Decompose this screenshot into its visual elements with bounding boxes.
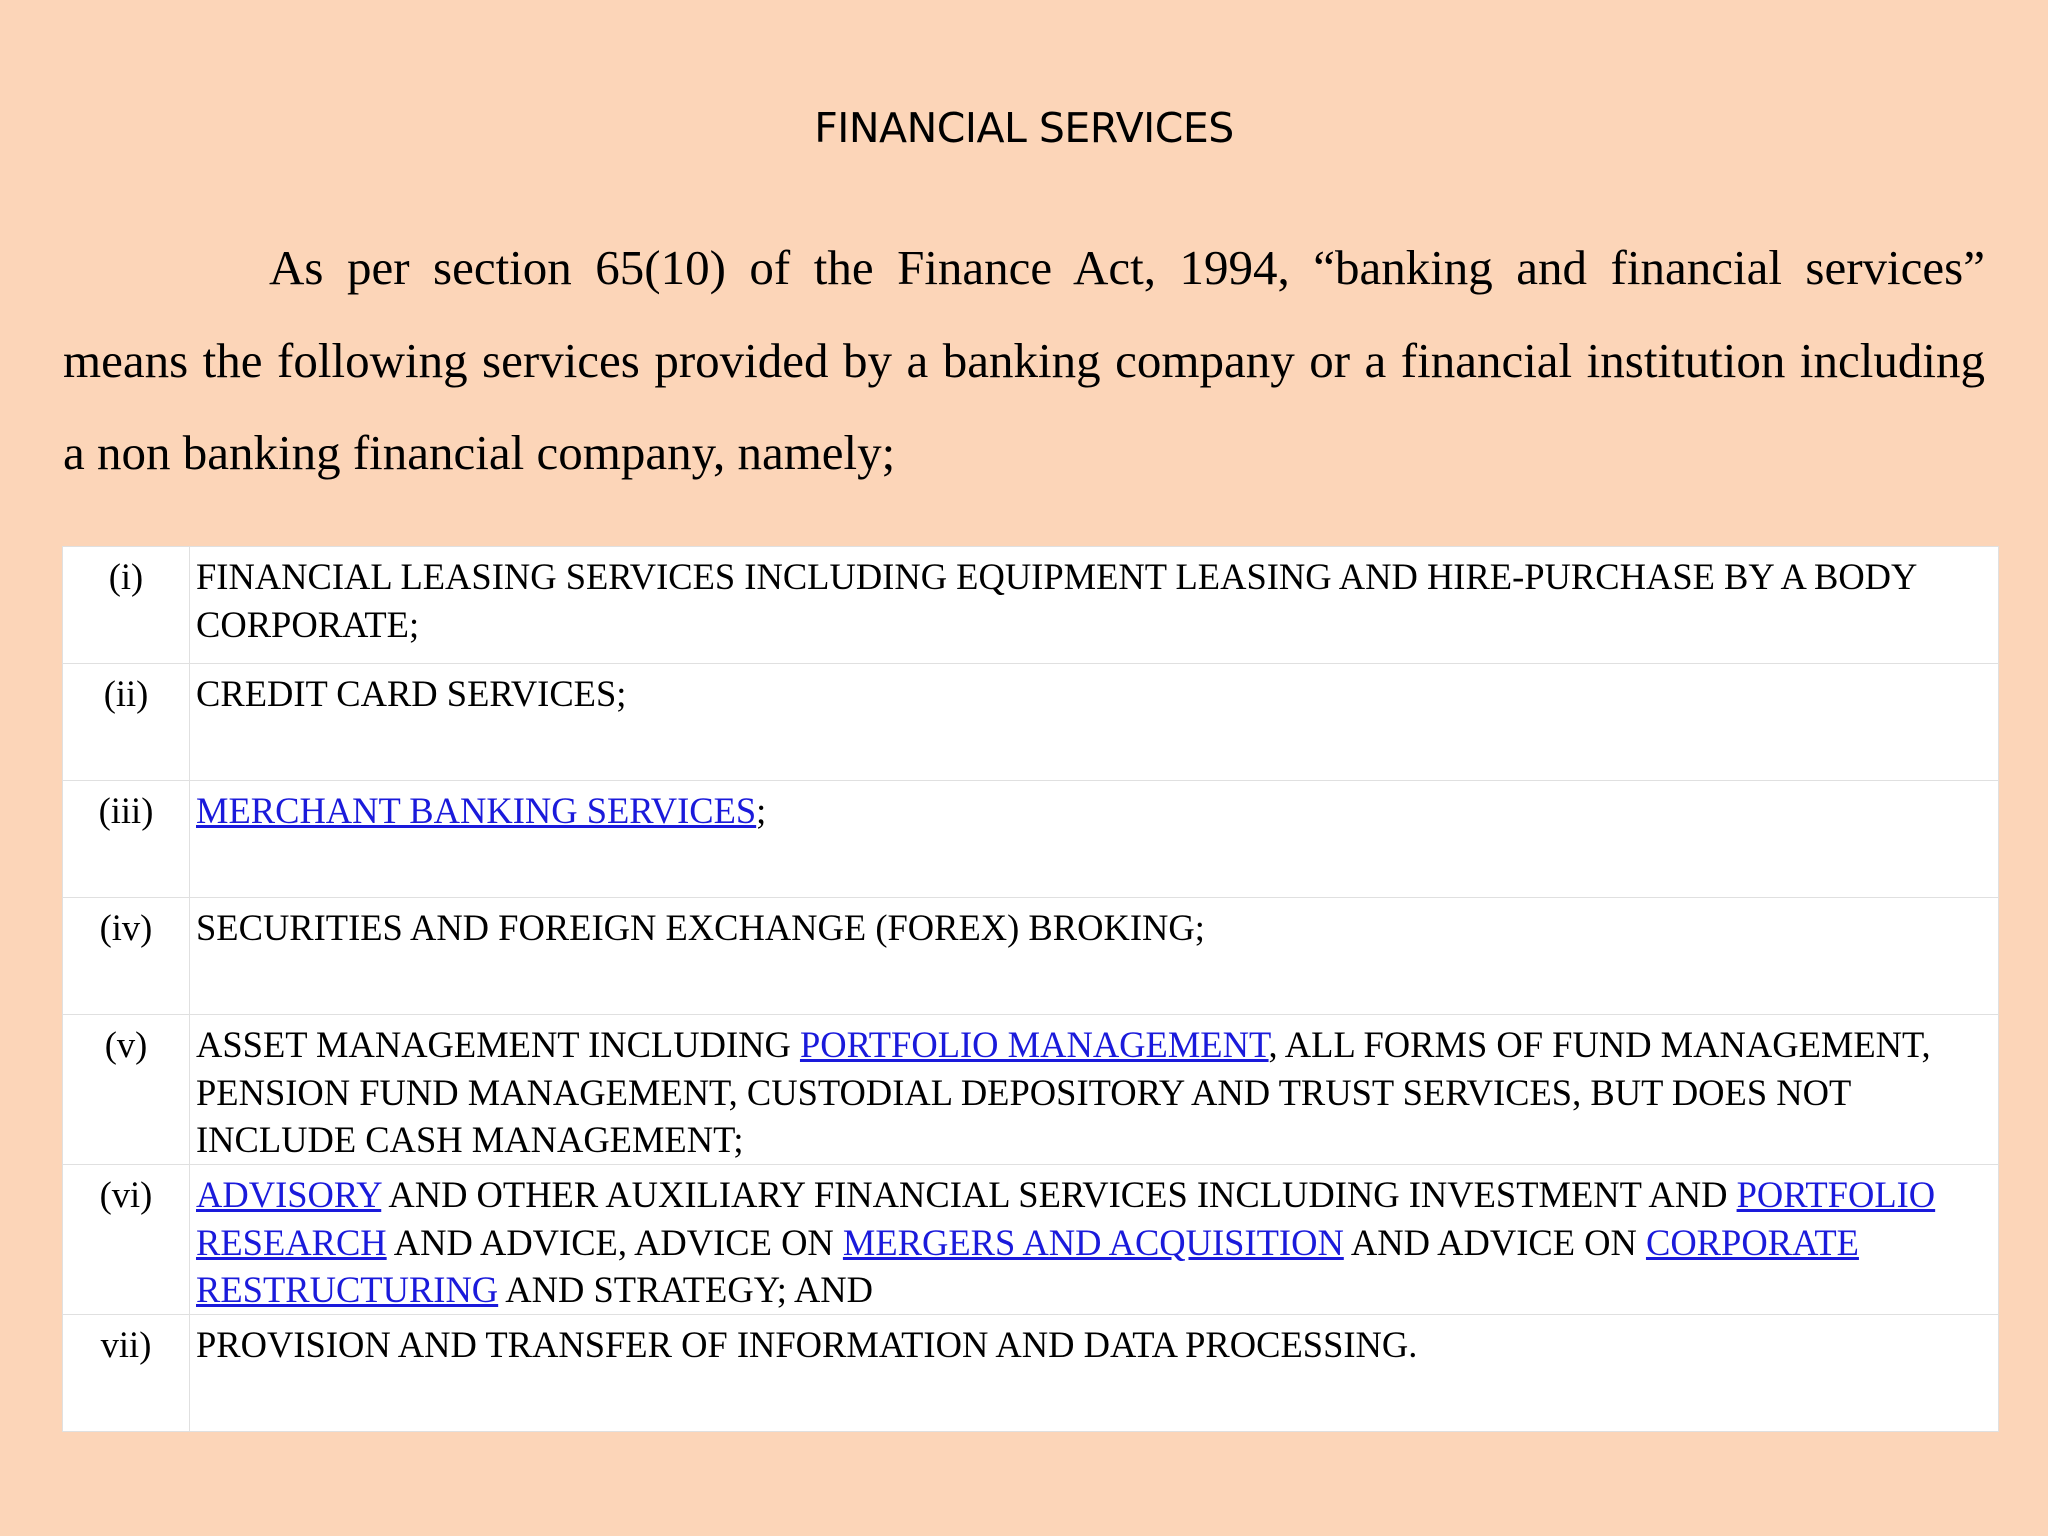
item-text: , ALL FORMS OF FUND MANAGEMENT, PENSION FUND MANAGEMENT, CUSTODIAL DEPOSITORY AND TRUST SERVICES, BUT DOES NOT INCLUDE CASH MANAGEMENT;: [196, 1024, 1931, 1160]
table-row: [63, 898, 1999, 1015]
item-number: (v): [63, 1015, 190, 1165]
intro-paragraph: As per section 65(10) of the Finance Act, 1994, “banking and financial services” means the following services provided by a banking company or a financial institution including a non banking financial company, namely;: [63, 240, 1985, 480]
table-row: [63, 1165, 1999, 1315]
item-text: CREDIT CARD SERVICES;: [196, 673, 627, 714]
item-text: FINANCIAL LEASING SERVICES INCLUDING EQUIPMENT LEASING AND HIRE-PURCHASE BY A BODY CORPORATE;: [196, 556, 1917, 645]
item-text: ;: [756, 790, 767, 831]
table-row: [63, 1315, 1999, 1432]
item-description: [190, 1165, 1999, 1315]
advisory-link[interactable]: ADVISORY: [196, 1174, 382, 1215]
item-description: [190, 1015, 1999, 1165]
item-number: (vi): [63, 1165, 190, 1315]
item-text: AND ADVICE, ADVICE ON: [386, 1221, 843, 1263]
item-description: [190, 898, 1999, 1015]
item-number: (iii): [63, 781, 190, 898]
item-description: [190, 781, 1999, 898]
table-row: [63, 1015, 1999, 1165]
table-row: [63, 781, 1999, 898]
item-number: (iv): [63, 898, 190, 1015]
item-number: vii): [63, 1315, 190, 1432]
item-text: AND OTHER AUXILIARY FINANCIAL SERVICES INCLUDING INVESTMENT AND: [381, 1174, 1737, 1215]
corporate-restructuring-link[interactable]: CORPORATE RESTRUCTURING: [196, 1221, 1859, 1310]
table-row: [63, 664, 1999, 781]
mergers-and-acquisition-link[interactable]: MERGERS AND ACQUISITION: [842, 1221, 1344, 1263]
portfolio-management-link[interactable]: PORTFOLIO MANAGEMENT: [799, 1024, 1269, 1065]
item-text: AND ADVICE ON: [1343, 1221, 1646, 1263]
services-table: [62, 546, 1999, 1432]
item-description: [190, 547, 1999, 664]
slide-title: FINANCIAL SERVICES: [814, 104, 1234, 152]
merchant-banking-link[interactable]: MERCHANT BANKING SERVICES: [196, 790, 757, 831]
item-number: (i): [63, 547, 190, 664]
portfolio-research-link[interactable]: PORTFOLIO RESEARCH: [196, 1174, 1936, 1263]
item-text: ASSET MANAGEMENT INCLUDING: [196, 1024, 800, 1065]
item-description: [190, 1315, 1999, 1432]
item-text: AND STRATEGY; AND: [498, 1269, 874, 1310]
item-text: PROVISION AND TRANSFER OF INFORMATION AND DATA PROCESSING.: [196, 1324, 1418, 1365]
table-row: [63, 547, 1999, 664]
item-description: [190, 664, 1999, 781]
item-text: SECURITIES AND FOREIGN EXCHANGE (FOREX) BROKING;: [196, 907, 1205, 948]
item-number: (ii): [63, 664, 190, 781]
